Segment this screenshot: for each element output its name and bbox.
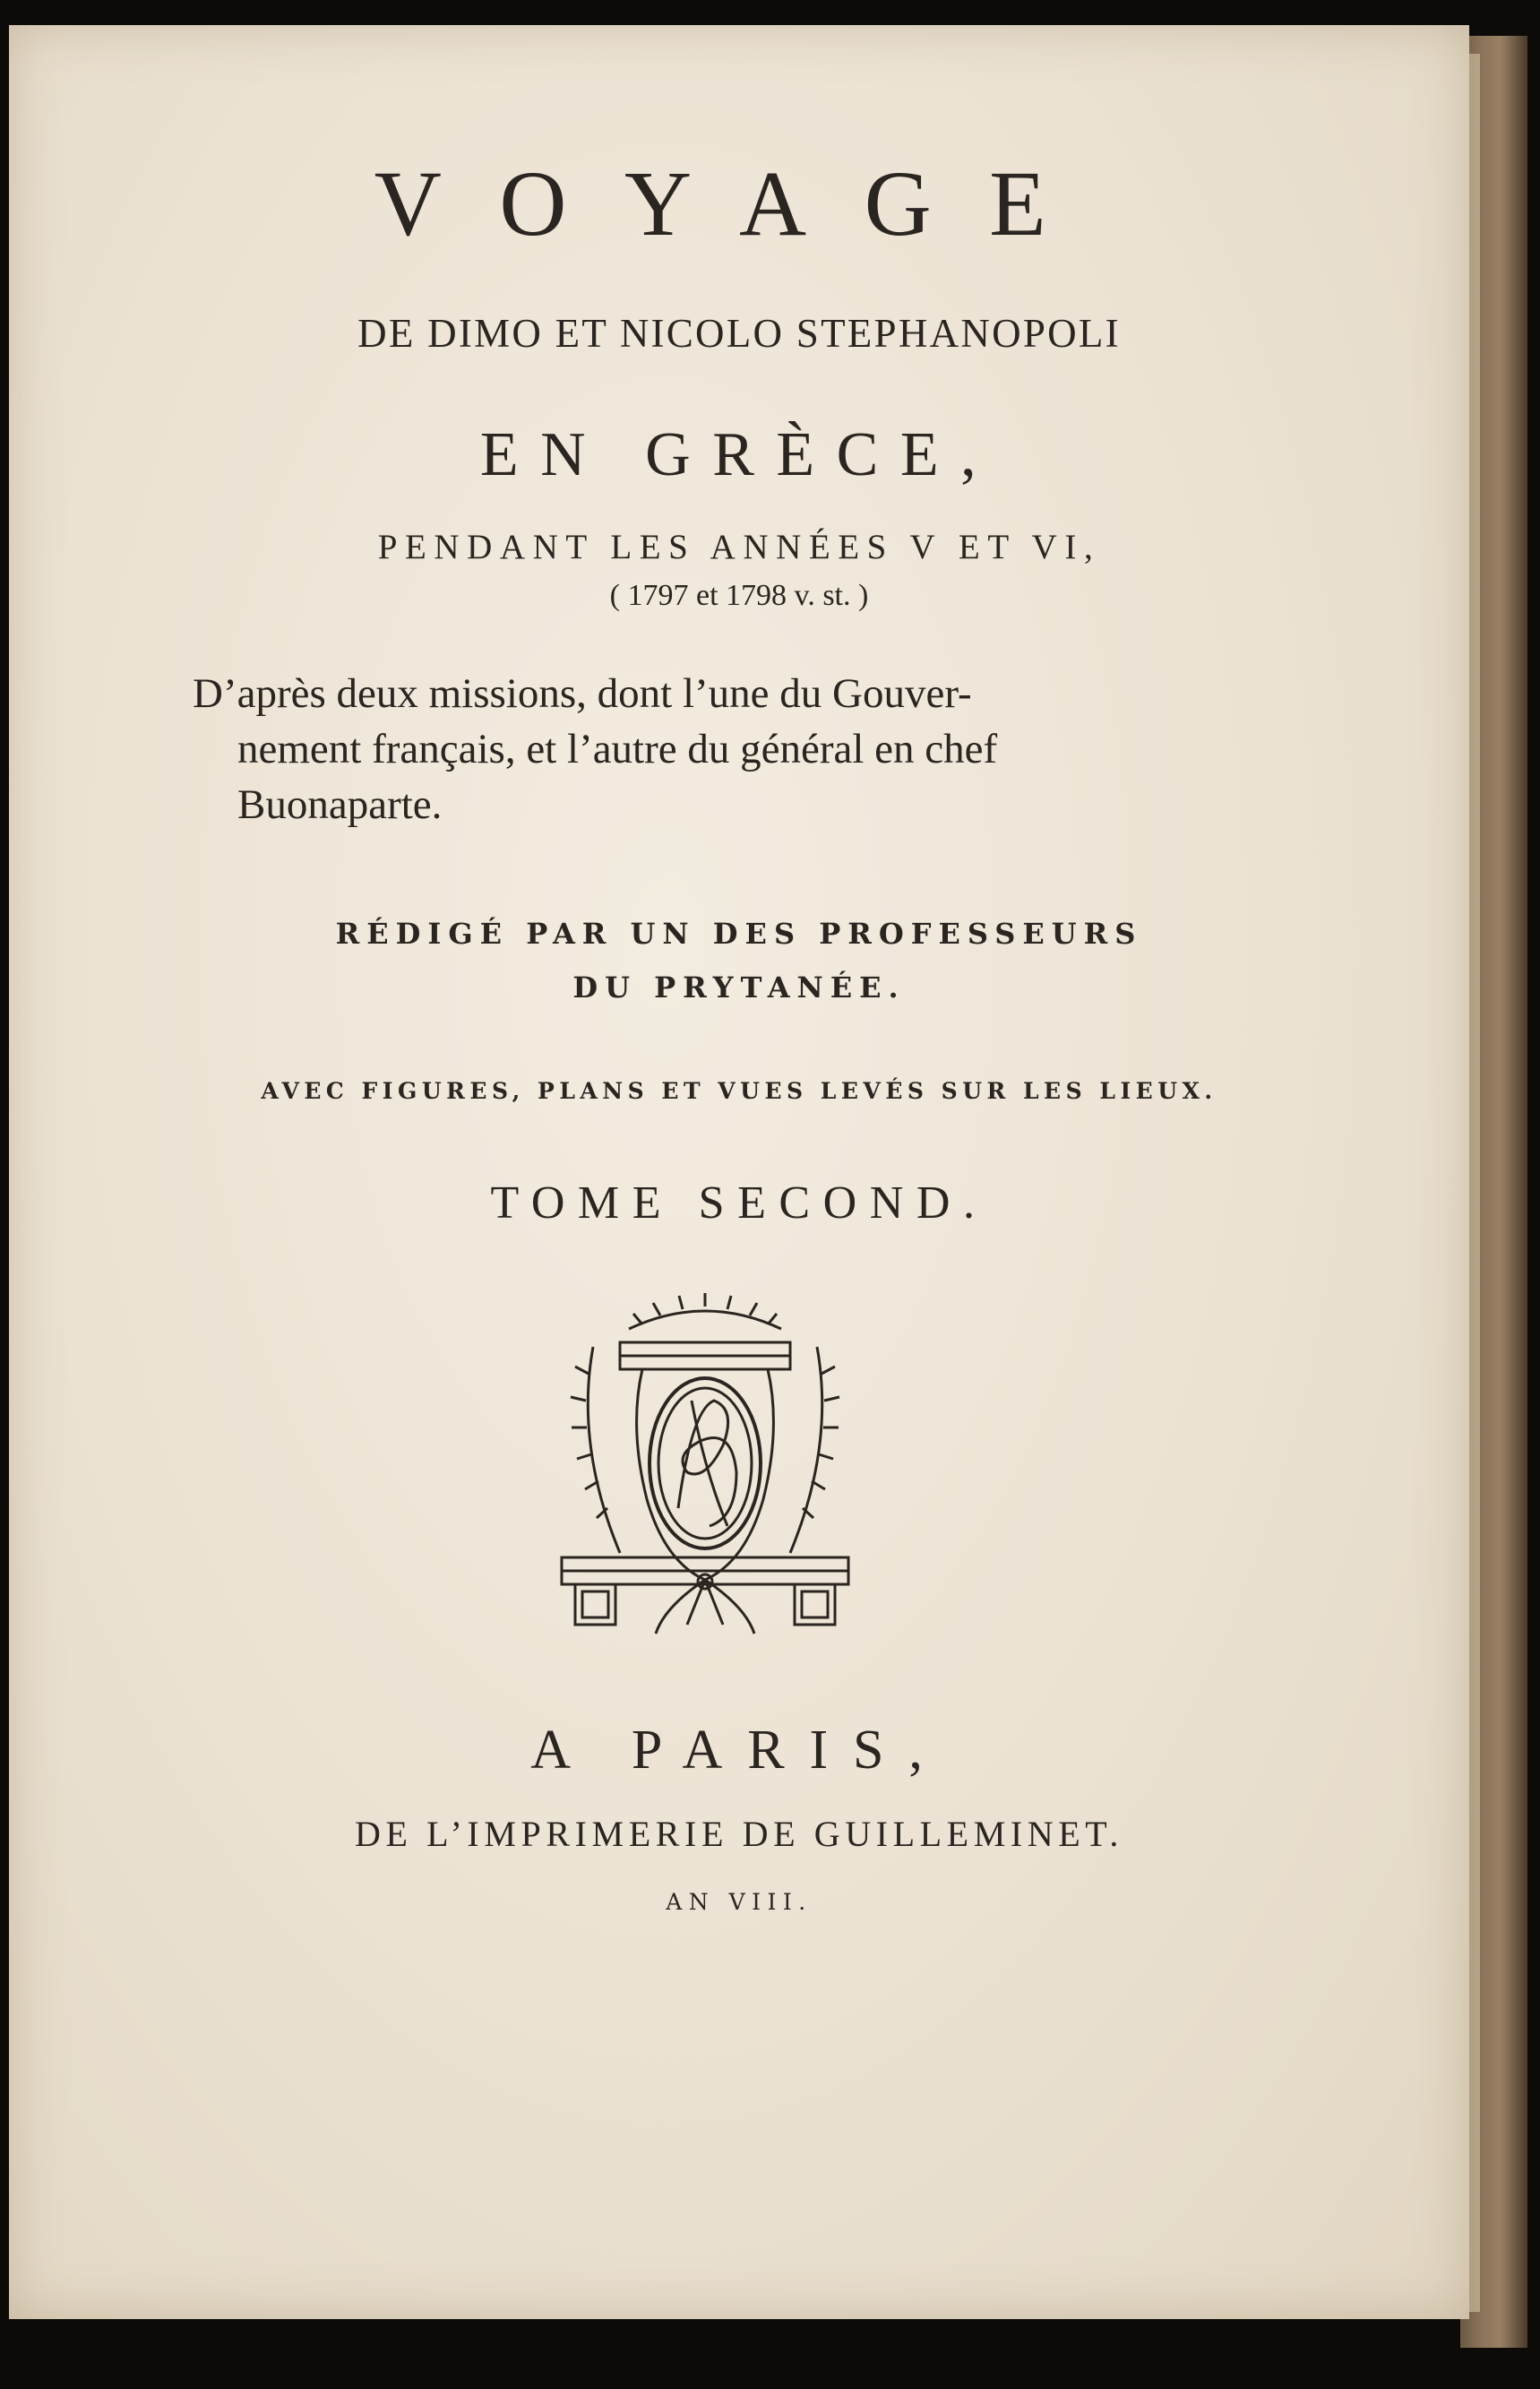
description-line: Buonaparte. xyxy=(237,781,443,828)
period-line: PENDANT LES ANNÉES V ET VI, xyxy=(377,528,1101,566)
printer-line: DE L’IMPRIMERIE DE GUILLEMINET. xyxy=(355,1814,1123,1854)
authors-line: DE DIMO ET NICOLO STEPHANOPOLI xyxy=(357,311,1121,356)
editor-line: RÉDIGÉ PAR UN DES PROFESSEURS xyxy=(335,917,1143,951)
description-line: D’après deux missions, dont l’une du Gouver- xyxy=(193,670,972,717)
city-line: A PARIS, xyxy=(530,1720,948,1781)
editor-line: DU PRYTANÉE. xyxy=(572,970,906,1005)
destination-line: EN GRÈCE, xyxy=(479,420,999,489)
volume-line: TOME SECOND. xyxy=(490,1177,988,1229)
dates-line: ( 1797 et 1798 v. st. ) xyxy=(609,579,869,612)
book-title: VOYAGE xyxy=(374,152,1105,255)
title-page xyxy=(9,25,1469,2319)
illustrations-line: AVEC FIGURES, PLANS ET VUES LEVÉS SUR LES LIEUX. xyxy=(261,1078,1217,1104)
description-line: nement français, et l’autre du général en chef xyxy=(237,726,998,772)
year-line: AN VIII. xyxy=(666,1889,813,1915)
description-paragraph xyxy=(193,666,1205,832)
page-edges xyxy=(1469,54,1480,2312)
monogram-ornament-icon xyxy=(557,1293,853,1652)
